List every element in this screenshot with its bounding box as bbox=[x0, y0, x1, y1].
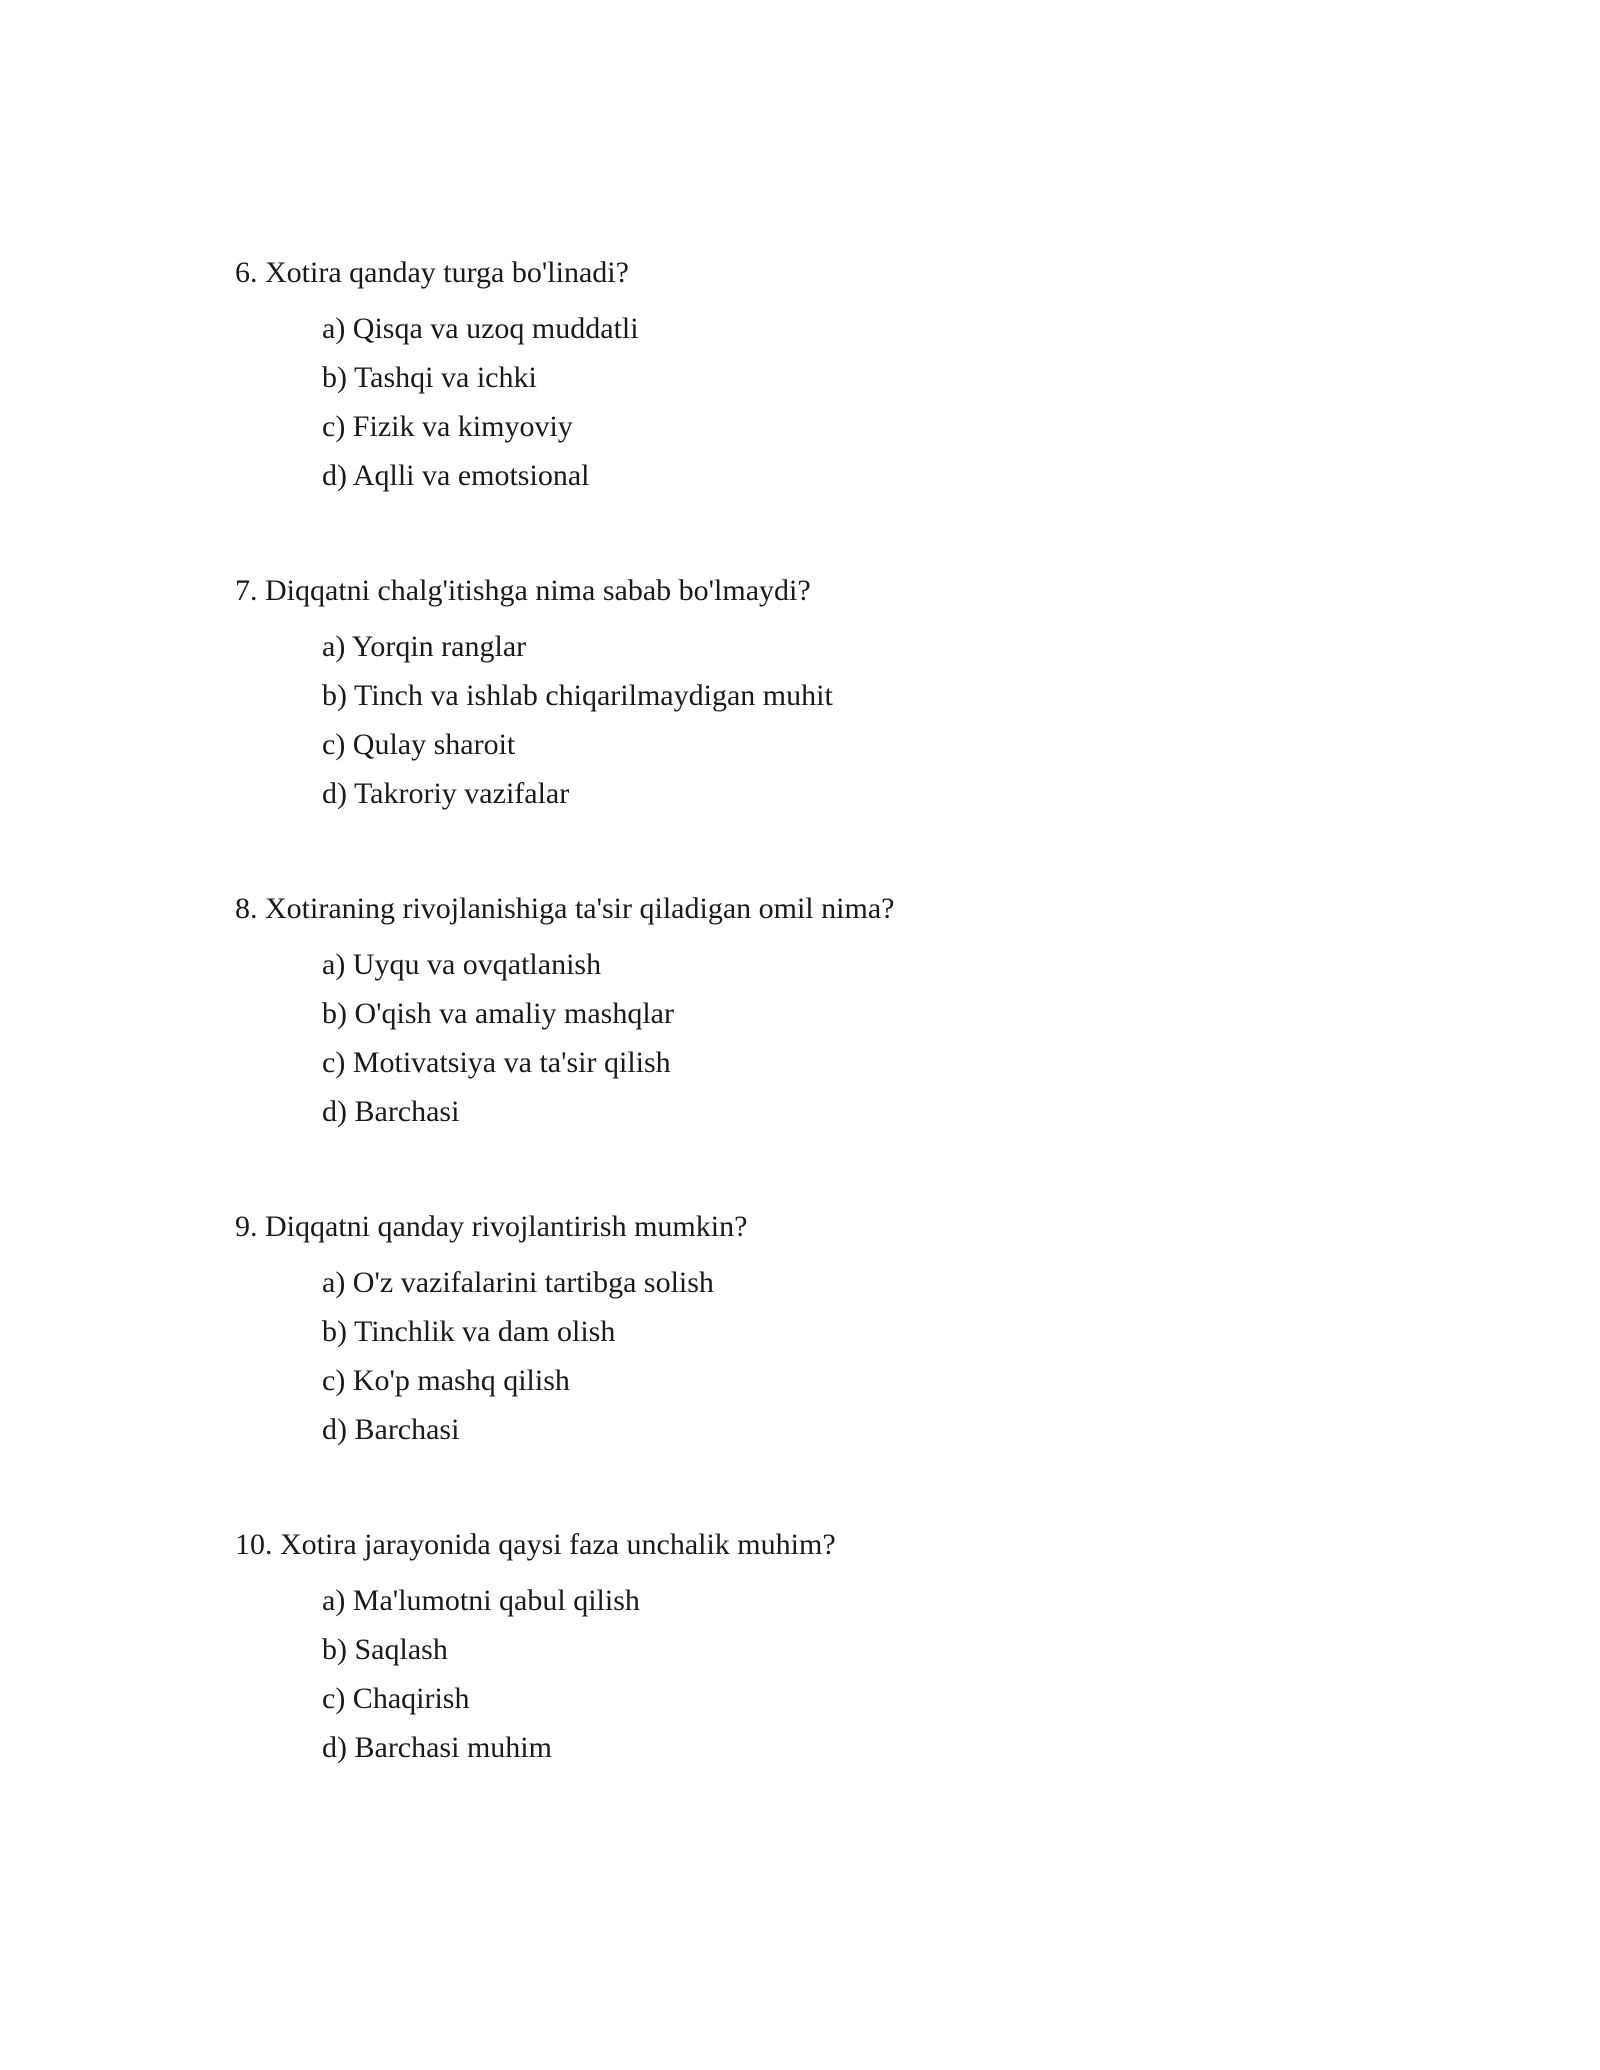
option-c: c) Qulay sharoit bbox=[322, 728, 516, 761]
option-c: c) Motivatsiya va ta'sir qilish bbox=[322, 1046, 671, 1079]
question-text: 8. Xotiraning rivojlanishiga ta'sir qiladigan omil nima? bbox=[235, 892, 895, 925]
option-c: c) Ko'p mashq qilish bbox=[322, 1364, 570, 1397]
answer-options bbox=[235, 629, 1435, 812]
answer-options bbox=[235, 311, 1435, 494]
option-a: a) Yorqin ranglar bbox=[322, 630, 527, 663]
question-text: 9. Diqqatni qanday rivojlantirish mumkin? bbox=[235, 1210, 748, 1243]
answer-options bbox=[235, 1265, 1435, 1448]
question-7 bbox=[235, 573, 1435, 812]
option-a: a) O'z vazifalarini tartibga solish bbox=[322, 1266, 714, 1299]
option-a: a) Uyqu va ovqatlanish bbox=[322, 948, 602, 981]
option-b: b) Saqlash bbox=[322, 1633, 448, 1666]
question-10 bbox=[235, 1527, 1435, 1766]
question-6 bbox=[235, 255, 1435, 494]
option-b: b) Tinch va ishlab chiqarilmaydigan muhit bbox=[322, 679, 833, 712]
option-b: b) O'qish va amaliy mashqlar bbox=[322, 997, 674, 1030]
answer-options bbox=[235, 947, 1435, 1130]
question-9 bbox=[235, 1209, 1435, 1448]
option-d: d) Takroriy vazifalar bbox=[322, 777, 570, 810]
question-text: 10. Xotira jarayonida qaysi faza unchalik muhim? bbox=[235, 1528, 836, 1561]
option-c: c) Fizik va kimyoviy bbox=[322, 410, 573, 443]
question-text: 7. Diqqatni chalg'itishga nima sabab bo'lmaydi? bbox=[235, 574, 811, 607]
answer-options bbox=[235, 1583, 1435, 1766]
option-a: a) Ma'lumotni qabul qilish bbox=[322, 1584, 640, 1617]
option-b: b) Tashqi va ichki bbox=[322, 361, 537, 394]
option-d: d) Barchasi bbox=[322, 1095, 460, 1128]
option-d: d) Aqlli va emotsional bbox=[322, 459, 590, 492]
option-a: a) Qisqa va uzoq muddatli bbox=[322, 312, 639, 345]
option-d: d) Barchasi bbox=[322, 1413, 460, 1446]
option-c: c) Chaqirish bbox=[322, 1682, 470, 1715]
option-d: d) Barchasi muhim bbox=[322, 1731, 552, 1764]
question-8 bbox=[235, 891, 1435, 1130]
option-b: b) Tinchlik va dam olish bbox=[322, 1315, 616, 1348]
question-text: 6. Xotira qanday turga bo'linadi? bbox=[235, 256, 629, 289]
